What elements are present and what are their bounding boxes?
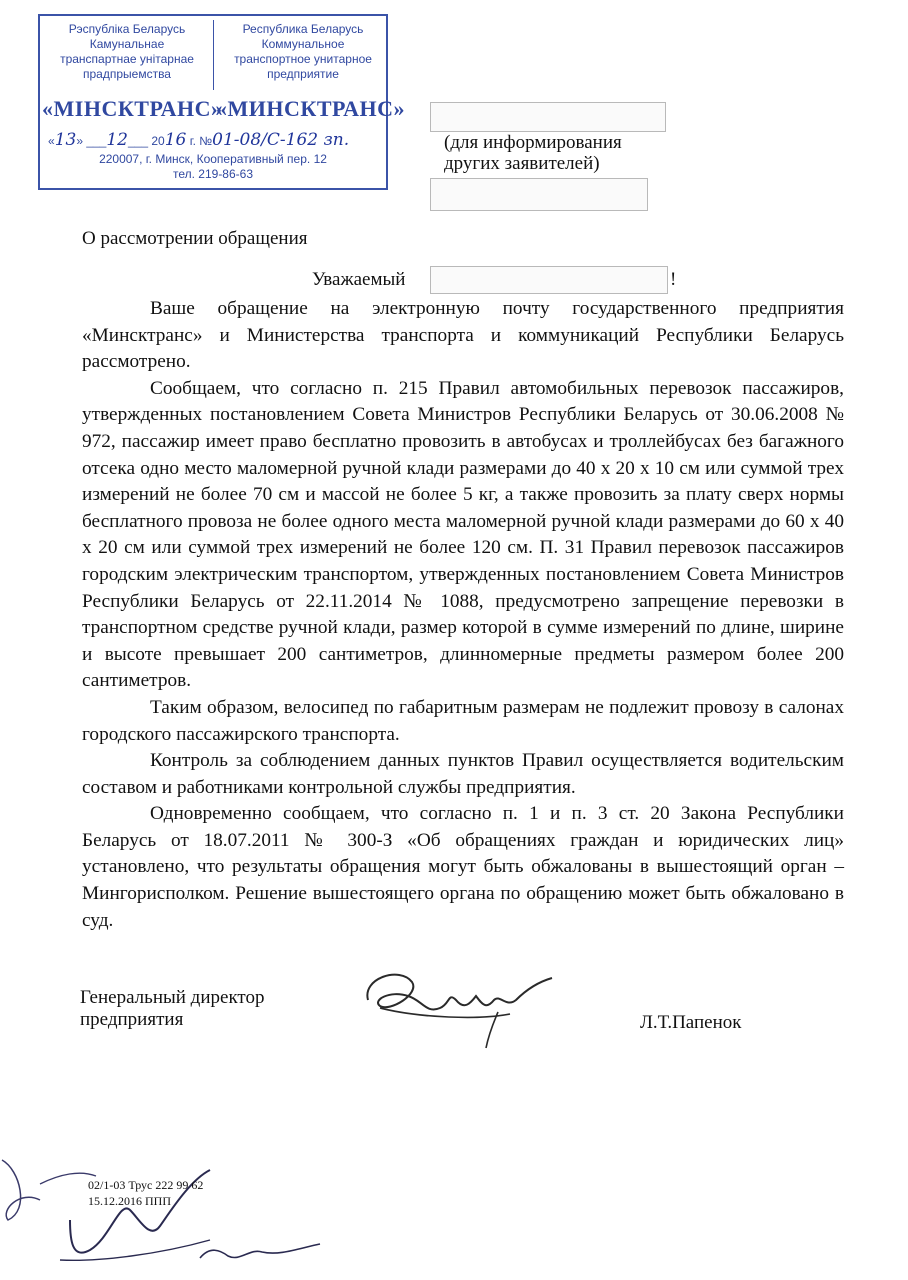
stamp-right-column	[218, 22, 388, 82]
stamp-left-line: прадпрыемства	[83, 67, 171, 81]
stamp-right-line: Коммунальное	[261, 37, 345, 51]
reg-year: 16	[164, 130, 187, 150]
stamp-brand-ru: «МИНСКТРАНС»	[216, 96, 406, 121]
redacted-addressee-name	[430, 266, 668, 294]
stamp-left-column	[42, 22, 212, 82]
signatory-name: Л.Т.Папенок	[640, 1012, 742, 1033]
paragraph: Ваше обращение на электронную почту государственного предприятия «Минсктранс» и Министерства транспорта и коммуникаций Республики Беларусь рассмотрено.	[82, 298, 844, 373]
executor-line: 02/1-03 Трус 222 99 62	[88, 1178, 204, 1192]
reg-no-label: г. №	[189, 134, 213, 148]
salutation: Уважаемый	[312, 269, 406, 290]
redacted-recipient-name	[430, 102, 666, 132]
reg-month: 12	[106, 130, 128, 150]
handwritten-signature	[360, 960, 560, 1050]
stamp-brand-by: «МІНСКТРАНС»	[42, 96, 223, 121]
salutation-exclamation: !	[670, 269, 677, 290]
paragraph: Сообщаем, что согласно п. 215 Правил автомобильных перевозок пассажиров, утвержденных постановлением Совета Министров Республики Беларусь от 30.06.2008 № 972, пассажир имеет право бесплатно провозить в автобусах и троллейбусах без багажного отсека одно место маломерной ручной клади размерами до 40 х 20 х 10 см или суммой трех измерений не более 70 см и массой не более 5 кг, а также провозить за плату сверх нормы бесплатного провоза не более одного места маломерной ручной клади размерами до 60 х 40 х 20 см или суммой трех измерений не более 120 см. П. 31 Правил перевозок пассажиров городским электрическим транспортом, утвержденных постановлением Совета Министров Республики Беларусь от 22.11.2014 № 1088, предусмотрено запрещение перевозки в транспортном средстве ручной клади, размер которой в сумме измерений по длине, ширине и высоте превышает 200 сантиметров, длинномерные предметы размером более 200 сантиметров.	[82, 377, 844, 692]
executor-date: 15.12.2016 ППП	[88, 1194, 171, 1208]
stamp-right-line: Республика Беларусь	[242, 22, 364, 36]
stamp-left-line: Рэспубліка Беларусь	[68, 22, 186, 36]
signatory-title-line: предприятия	[80, 1009, 184, 1030]
registration-stamp	[38, 14, 406, 190]
paragraph: Таким образом, велосипед по габаритным размерам не подлежит провозу в салонах городского пассажирского транспорта.	[82, 696, 844, 745]
executor-info	[88, 1177, 203, 1209]
handwritten-marks	[0, 1140, 340, 1280]
reg-year-prefix: 20	[151, 134, 165, 148]
stamp-phone: тел. 219-86-63	[172, 167, 253, 181]
stamp-address	[40, 152, 386, 182]
letter-body	[82, 296, 844, 934]
reg-number: 01-08/С-162 зп.	[212, 130, 350, 150]
recipient-note	[444, 132, 622, 174]
stamp-right-line: транспортное унитарное	[234, 52, 372, 66]
stamp-left-line: Камунальнае	[89, 37, 165, 51]
signatory-title	[80, 987, 264, 1031]
paragraph: Одновременно сообщаем, что согласно п. 1 и п. 3 ст. 20 Закона Республики Беларусь от 18.07.2011 № 300-З «Об обращениях граждан и юридических лиц» установлено, что результаты обращения могут быть обжалованы в вышестоящий орган – Мингорисполком. Решение вышестоящего органа по обращению может быть обжаловано в суд.	[82, 803, 844, 931]
signatory-title-line: Генеральный директор	[80, 987, 265, 1008]
stamp-registration-line: «13» ___12___ 2016 г. №01-08/С-162 зп.	[48, 130, 350, 150]
stamp-left-line: транспартнае унітарнае	[60, 52, 194, 66]
letter-subject: О рассмотрении обращения	[82, 228, 308, 249]
stamp-divider	[213, 20, 214, 90]
recipient-note-line: (для информирования	[444, 132, 622, 153]
stamp-address-line: 220007, г. Минск, Кооперативный пер. 12	[99, 152, 327, 166]
stamp-right-line: предприятие	[267, 67, 339, 81]
recipient-note-line: других заявителей)	[444, 153, 600, 174]
redacted-recipient-address	[430, 178, 648, 211]
paragraph: Контроль за соблюдением данных пунктов Правил осуществляется водительским составом и работниками контрольной службы предприятия.	[82, 750, 844, 798]
reg-day: 13	[54, 130, 77, 150]
